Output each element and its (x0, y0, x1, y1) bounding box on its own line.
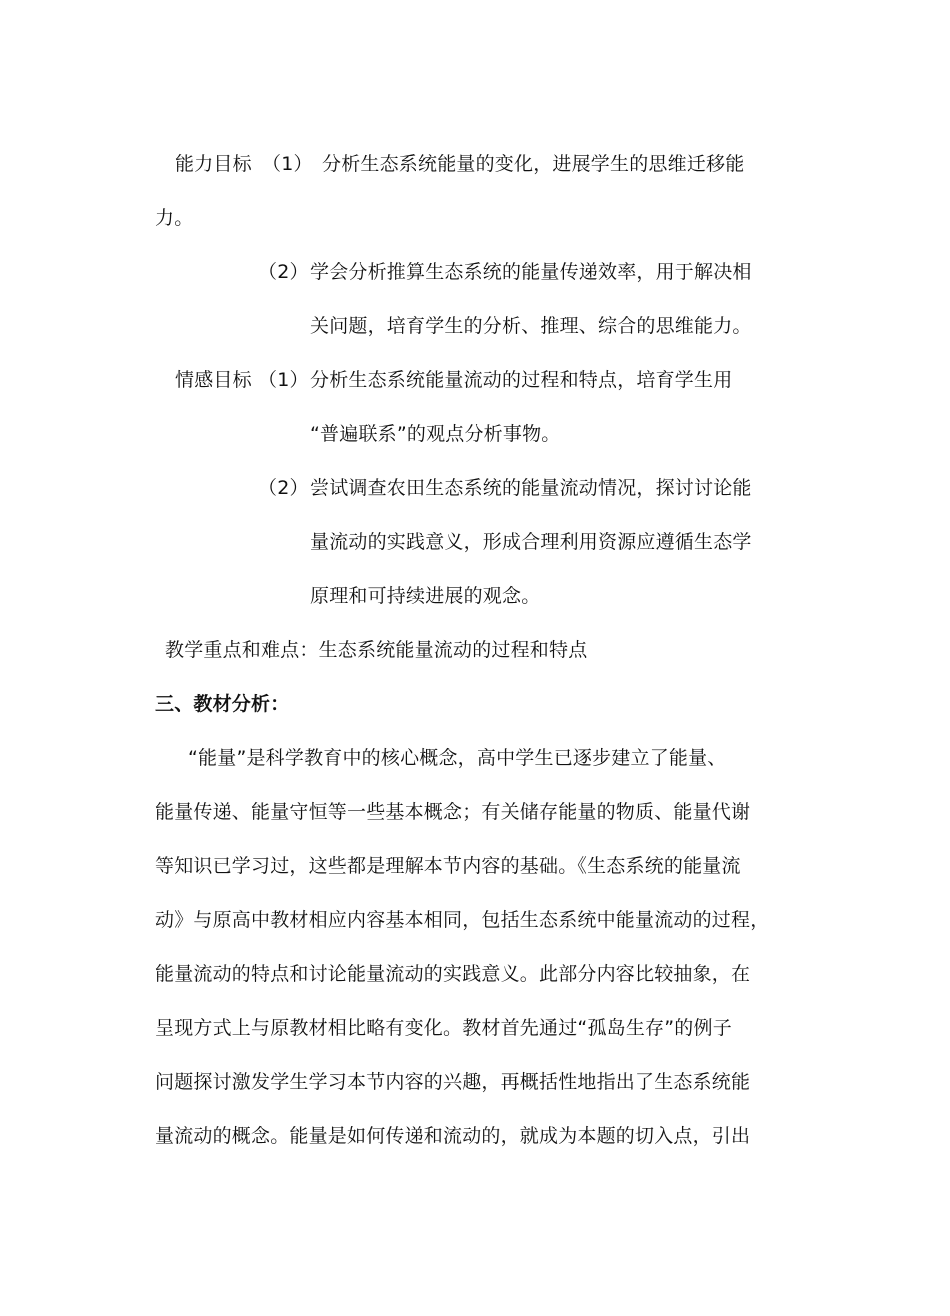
ability-objective-label: 能力目标 (175, 153, 252, 175)
paragraph-line-5: 能量流动的特点和讨论能量流动的实践意义。此部分内容比较抽象，在 (155, 963, 751, 985)
emotion-objective-1-number: （1） (258, 369, 309, 391)
emotion-objective-2-number: （2） (258, 477, 309, 499)
ability-objective-2-line-1: 学会分析推算生态系统的能量传递效率，用于解决相 (310, 261, 752, 283)
ability-objective-2-number: （2） (258, 261, 309, 283)
paragraph-line-4: 动》与原高中教材相应内容基本相同，包括生态系统中能量流动的过程， (155, 909, 770, 931)
paragraph-line-1: “能量”是科学教育中的核心概念，高中学生已逐步建立了能量、 (188, 747, 727, 769)
ability-objective-1-line-2: 力。 (155, 207, 194, 229)
ability-objective-1-line-1: 分析生态系统能量的变化，进展学生的思维迁移能 (322, 153, 745, 175)
key-points-line: 教学重点和难点：生态系统能量流动的过程和特点 (165, 639, 588, 661)
emotion-objective-2-line-3: 原理和可持续进展的观念。 (310, 585, 541, 607)
ability-objective-1-number: （1） (262, 153, 313, 175)
emotion-objective-1-line-1: 分析生态系统能量流动的过程和特点，培育学生用 (310, 369, 733, 391)
paragraph-line-7: 问题探讨激发学生学习本节内容的兴趣，再概括性地指出了生态系统能 (155, 1071, 751, 1093)
paragraph-line-3: 等知识已学习过，这些都是理解本节内容的基础。《生态系统的能量流 (155, 855, 741, 877)
ability-objective-2-line-2: 关问题，培育学生的分析、推理、综合的思维能力。 (310, 315, 752, 337)
section-3-heading: 三、教材分析： (155, 693, 290, 715)
emotion-objective-2-line-1: 尝试调查农田生态系统的能量流动情况，探讨讨论能 (310, 477, 752, 499)
paragraph-line-8: 量流动的概念。能量是如何传递和流动的，就成为本题的切入点，引出 (155, 1125, 751, 1147)
paragraph-line-6: 呈现方式上与原教材相比略有变化。教材首先通过“孤岛生存”的例子 (155, 1017, 732, 1039)
paragraph-line-2: 能量传递、能量守恒等一些基本概念；有关储存能量的物质、能量代谢 (155, 801, 751, 823)
emotion-objective-label: 情感目标 (175, 369, 252, 391)
emotion-objective-2-line-2: 量流动的实践意义，形成合理利用资源应遵循生态学 (310, 531, 752, 553)
emotion-objective-1-line-2: “普遍联系”的观点分析事物。 (310, 423, 561, 445)
